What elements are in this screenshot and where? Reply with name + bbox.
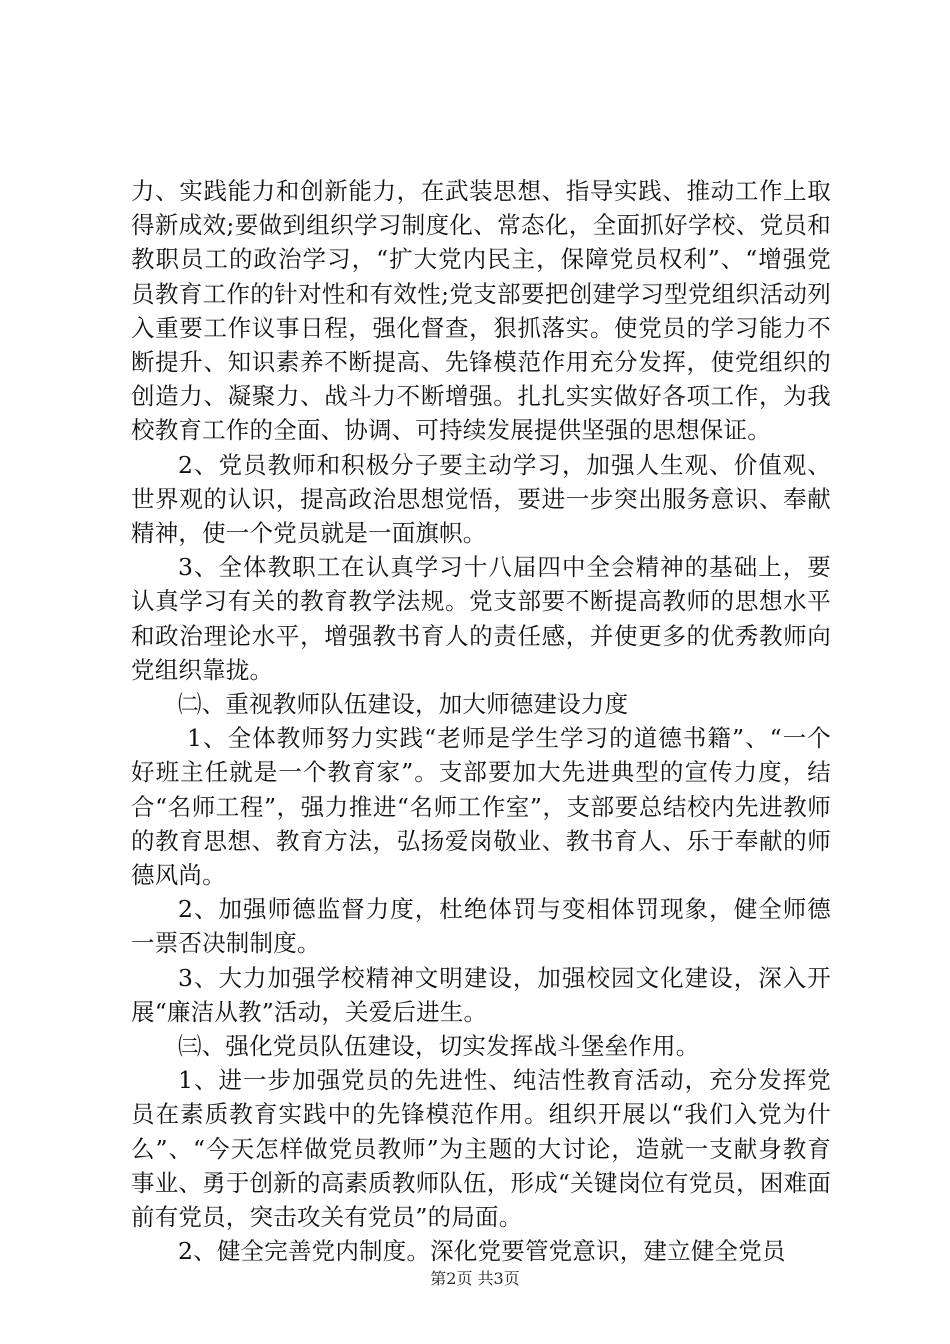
page-number-footer: 第2页 共3页	[430, 1269, 520, 1288]
section-heading-2: ㈡、重视教师队伍建设，加大师德建设力度	[178, 690, 629, 719]
paragraph-item-3-staff: 3、全体教职工在认真学习十八届四中全会精神的基础上，要认真学习有关的教育教学法规。党支部要不断提高教师的思想水平和政治理论水平，增强教书育人的责任感，并使更多的优秀教师向党组织靠拢。	[131, 553, 831, 684]
paragraph-item-3-culture: 3、大力加强学校精神文明建设，加强校园文化建设，深入开展“廉洁从教”活动，关爱后进生。	[131, 963, 831, 1026]
document-body	[131, 174, 831, 1269]
paragraph-item-2-ethics: 2、加强师德监督力度，杜绝体罚与变相体罚现象，健全师德一票否决制制度。	[131, 895, 831, 958]
paragraph-item-1-teachers: 1、全体教师努力实践“老师是学生学习的道德书籍”、“一个好班主任就是一个教育家”。支部要加大先进典型的宣传力度，结合“名师工程”，强力推进“名师工作室”，支部要总结校内先进教师的教育思想、教育方法，弘扬爱岗敬业、教书育人、乐于奉献的师德风尚。	[131, 724, 831, 890]
paragraph-continuation: 力、实践能力和创新能力，在武装思想、指导实践、推动工作上取得新成效;要做到组织学习制度化、常态化，全面抓好学校、党员和教职员工的政治学习，“扩大党内民主，保障党员权利”、“增强党员教育工作的针对性和有效性;党支部要把创建学习型党组织活动列入重要工作议事日程，强化督查，狠抓落实。使党员的学习能力不断提升、知识素养不断提高、先锋模范作用充分发挥，使党组织的创造力、凝聚力、战斗力不断增强。扎扎实实做好各项工作，为我校教育工作的全面、协调、可持续发展提供坚强的思想保证。	[131, 177, 831, 445]
paragraph-item-2-learning: 2、党员教师和积极分子要主动学习，加强人生观、价值观、世界观的认识，提高政治思想觉悟，要进一步突出服务意识、奉献精神，使一个党员就是一面旗帜。	[131, 450, 831, 548]
section-heading-3: ㈢、强化党员队伍建设，切实发挥战斗堡垒作用。	[178, 1032, 700, 1061]
paragraph-item-1-members: 1、进一步加强党员的先进性、纯洁性教育活动，充分发挥党员在素质教育实践中的先锋模范作用。组织开展以“我们入党为什么”、“今天怎样做党员教师”为主题的大讨论，造就一支献身教育事业、勇于创新的高素质教师队伍，形成“关键岗位有党员，困难面前有党员，突击攻关有党员”的局面。	[131, 1066, 831, 1232]
paragraph-item-2-system: 2、健全完善党内制度。深化党要管党意识，建立健全党员	[178, 1237, 786, 1266]
